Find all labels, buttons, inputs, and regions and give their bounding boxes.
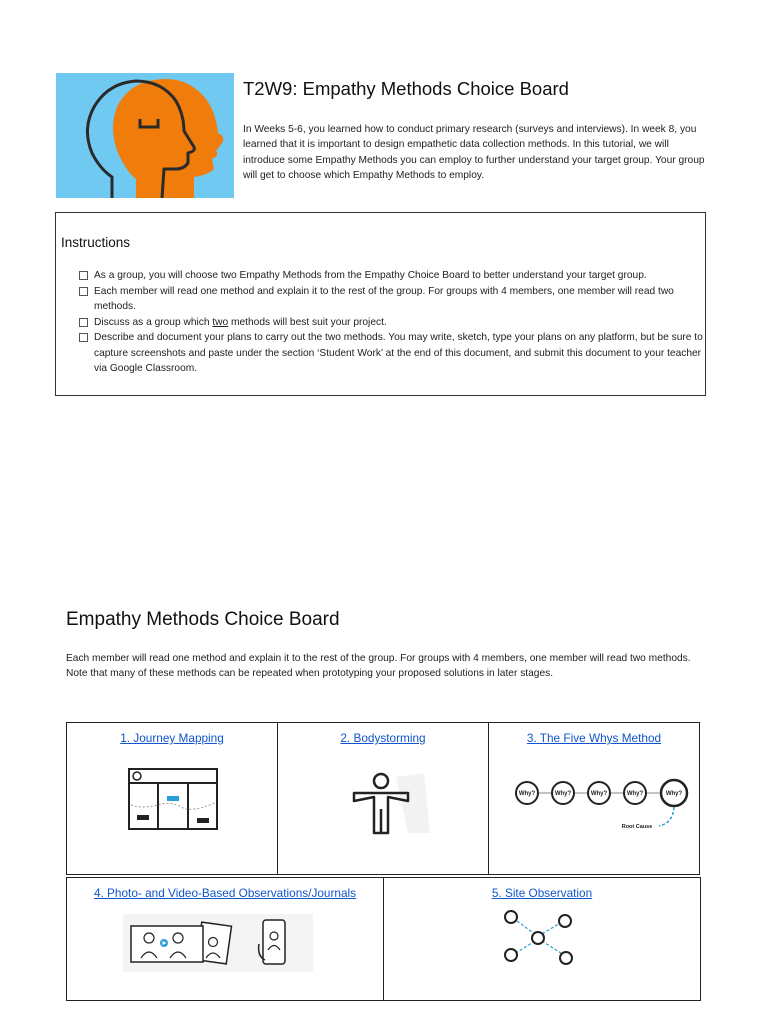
instruction-item [78, 268, 703, 284]
checkbox[interactable] [79, 271, 88, 280]
method-cell-photo-video [66, 877, 384, 1001]
board-description [66, 651, 716, 681]
instruction-item [78, 330, 703, 377]
method-link-site-observation[interactable]: 5. Site Observation [491, 886, 593, 900]
instructions-box [55, 212, 706, 396]
instruction-item [78, 315, 703, 331]
why-label: Why? [554, 791, 572, 797]
instructions-list [78, 268, 703, 377]
method-link-photo-video[interactable]: 4. Photo- and Video-Based Observations/Journals [93, 886, 357, 900]
why-label: Why? [590, 791, 608, 797]
network-nodes-icon [498, 908, 588, 968]
instruction-item [78, 284, 703, 315]
hero-image [56, 73, 234, 198]
why-label: Why? [626, 791, 644, 797]
method-cell-journey-mapping [66, 722, 278, 875]
board-description-line: Each member will read one method and explain it to the rest of the group. For groups with 4 members, one member will read two methods. [66, 653, 691, 664]
checkbox[interactable] [79, 318, 88, 327]
photo-video-icon [123, 912, 323, 974]
board-title: Empathy Methods Choice Board [66, 609, 340, 630]
method-cell-site-observation [383, 877, 701, 1001]
head-profile-icon [56, 73, 234, 198]
why-label: Why? [665, 791, 683, 797]
why-label: Why? [518, 791, 536, 797]
root-cause-label: Root Cause [621, 824, 653, 830]
method-cell-five-whys [488, 722, 700, 875]
board-description-line: Note that many of these methods can be repeated when prototyping your proposed solutions in later stages. [66, 668, 554, 680]
person-figure-icon [338, 763, 438, 839]
instruction-text: Each member will read one method and explain it to the rest of the group. For groups with 4 members, one member will read two methods. [94, 285, 674, 312]
method-cell-bodystorming [277, 722, 489, 875]
method-link-journey-mapping[interactable]: 1. Journey Mapping [120, 731, 224, 745]
instruction-text-underlined: two [212, 316, 229, 328]
checkbox[interactable] [79, 333, 88, 342]
intro-paragraph: In Weeks 5-6, you learned how to conduct primary research (surveys and interviews). In week 8, you learned that it is important to design empathetic data collection methods. In this tutorial, we will introduce some Empathy Methods you can employ to further understand your target group. Your group will get to choose which Empathy Methods to employ. [243, 124, 705, 181]
instruction-text-start: Discuss as a group which [94, 316, 213, 328]
method-link-bodystorming[interactable]: 2. Bodystorming [340, 731, 426, 745]
page-title: T2W9: Empathy Methods Choice Board [243, 78, 569, 99]
instructions-heading: Instructions [61, 235, 131, 250]
instruction-text-end: methods will best suit your project. [228, 316, 387, 328]
checkbox[interactable] [79, 287, 88, 296]
method-link-five-whys[interactable]: 3. The Five Whys Method [526, 731, 662, 745]
instruction-text: Describe and document your plans to carry out the two methods. You may write, sketch, type your plans on any platform, but be sure to capture screenshots and paste under the section ‘Student Work’ at the end of this document, and submit this document to your teacher via Google Classroom. [94, 332, 703, 374]
instruction-text: As a group, you will choose two Empathy Methods from the Empathy Choice Board to better understand your target group. [94, 270, 647, 281]
five-whys-chain-icon [509, 773, 689, 843]
journey-map-icon [121, 763, 231, 835]
